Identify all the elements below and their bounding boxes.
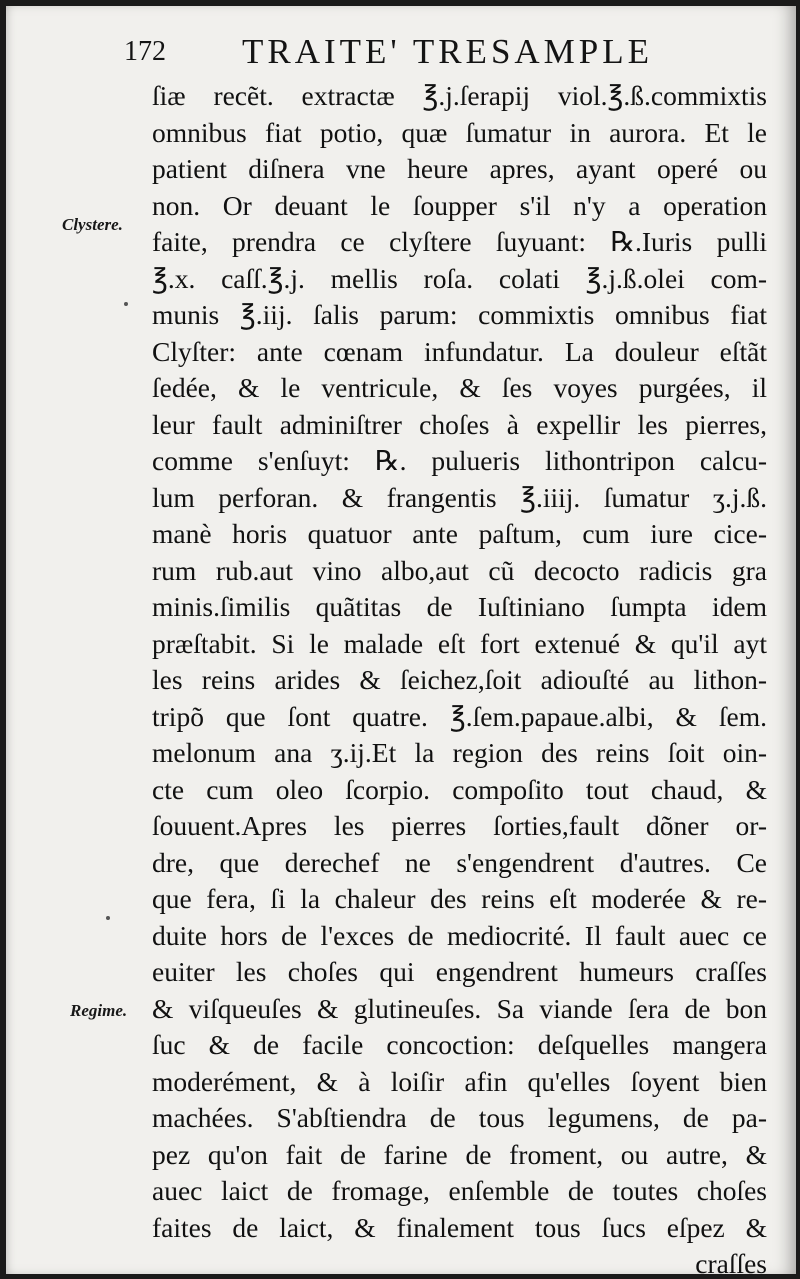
text-line: moderément, & à loiſir afin qu'elles ſoyent bien [152,1065,767,1097]
text-line: comme s'enſuyt: ℞. pulueris lithontripon calcu- [152,445,767,476]
text-line: machées. S'abſtiendra de tous legumens, de pa- [152,1102,767,1133]
running-title: TRAITE' TRESAMPLE [242,32,654,71]
text-line: lum perforan. & frangentis ℥.iiij. ſumatur ʒ.j.ß. [152,481,767,513]
text-line: manè horis quatuor ante paſtum, cum iure cice- [152,518,767,549]
text-line: faites de laict, & finalement tous ſucs eſpez & [152,1211,767,1243]
text-line: ſouuent.Apres les pierres ſorties,fault dõner or- [152,810,767,841]
text-line: leur fault adminiſtrer choſes à expellir les pierres, [152,408,767,440]
margin-note-clystere: Clystere. [62,215,123,234]
margin-dot [124,302,128,306]
text-line: que fera, ſi la chaleur des reins eſt moderée & re- [152,883,767,914]
text-line: duite hors de l'exces de mediocrité. Il fault auec ce [152,919,767,951]
text-line: cte cum oleo ſcorpio. compoſito tout chaud, & [152,773,767,805]
text-line: patient diſnera vne heure apres, ayant operé ou [152,153,767,184]
text-line: craſſes [695,1248,767,1274]
text-line: ſedée, & le ventricule, & ſes voyes purgées, il [152,372,767,403]
text-line: melonum ana ʒ.ij.Et la region des reins ſoit oin- [152,737,767,768]
text-line: dre, que derechef ne s'engendrent d'autres. Ce [152,846,767,878]
text-line: præſtabit. Si le malade eſt fort extenué & qu'il ayt [152,627,767,659]
text-line: minis.ſimilis quãtitas de Iuſtiniano ſumpta idem [152,591,767,622]
text-line: faite, prendra ce clyſtere ſuyuant: ℞.Iuris pulli [152,226,767,257]
text-line: rum rub.aut vino albo,aut cũ decocto radicis gra [152,554,767,586]
margin-note-regime: Regime. [70,1001,128,1020]
text-line: pez qu'on fait de farine de froment, ou autre, & [152,1138,767,1170]
text-line: non. Or deuant le ſoupper s'il n'y a operation [152,189,767,221]
text-line: omnibus fiat potio, quæ ſumatur in aurora. Et le [152,116,767,148]
text-line: tripõ que ſont quatre. ℥.ſem.papaue.albi, & ſem. [152,700,767,732]
text-line: ſuc & de facile concoction: deſquelles mangera [152,1029,767,1060]
text-line: les reins arides & ſeichez,ſoit adiouſté au lithon- [152,664,767,695]
text-line: munis ℥.iij. ſalis parum: commixtis omnibus fiat [152,299,767,330]
text-line: auec laict de fromage, enſemble de toutes choſes [152,1175,767,1206]
book-page [6,6,796,1274]
text-line: & viſqueuſes & glutineuſes. Sa viande ſera de bon [152,992,767,1024]
page-header [124,26,764,76]
body-text [152,78,767,1274]
text-line: ℥.x. caſſ.℥.j. mellis roſa. colati ℥.j.ß.olei com- [152,262,767,294]
text-line: ſiæ recẽt. extractæ ℥.j.ſerapij viol.℥.ß.commixtis [152,80,767,111]
text-line: Clyſter: ante cœnam infundatur. La douleur eſtãt [152,335,767,367]
margin-dot [106,916,110,920]
text-line: euiter les choſes qui engendrent humeurs craſſes [152,956,767,987]
page-number: 172 [124,36,166,67]
